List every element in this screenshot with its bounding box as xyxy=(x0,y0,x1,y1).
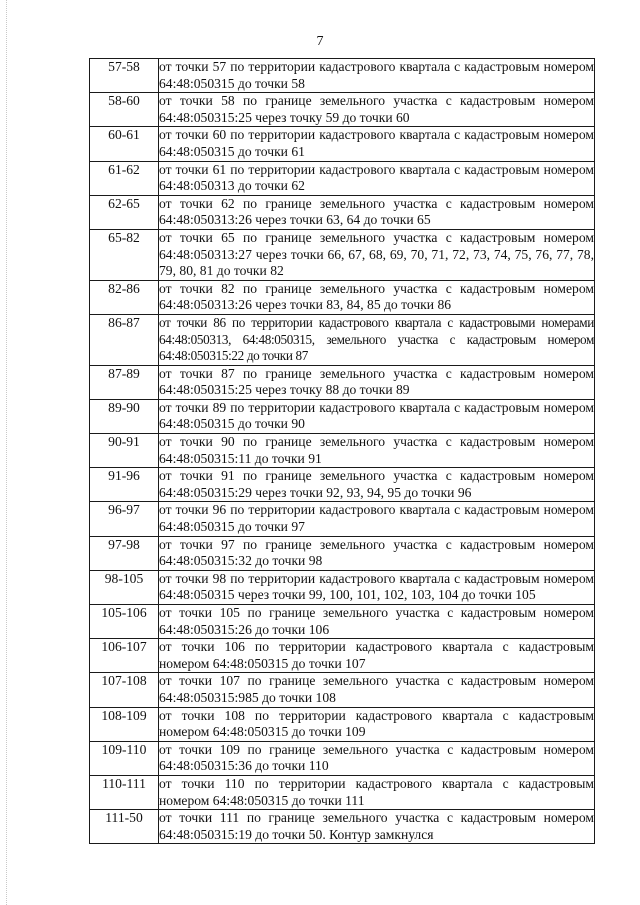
description-cell xyxy=(159,673,595,707)
description-text: от точки 111 по границе земельного участка с кадастровым номером 64:48:050315:19 до точки 50. Контур замкнулся xyxy=(159,810,594,842)
table-row xyxy=(90,502,595,536)
table-row xyxy=(90,434,595,468)
description-cell xyxy=(159,775,595,809)
description-text: от точки 58 по границе земельного участка с кадастровым номером 64:48:050315:25 через точку 59 до точки 60 xyxy=(159,93,594,125)
description-cell xyxy=(159,280,595,314)
description-text: от точки 106 по территории кадастрового квартала с кадастровым номером 64:48:050315 до точки 107 xyxy=(159,639,594,671)
segment-cell: 111-50 xyxy=(90,810,159,844)
description-cell xyxy=(159,161,595,195)
segment-cell: 97-98 xyxy=(90,536,159,570)
description-text: от точки 108 по территории кадастрового квартала с кадастровым номером 64:48:050315 до точки 109 xyxy=(159,707,594,740)
description-cell xyxy=(159,127,595,161)
segment-cell: 108-109 xyxy=(90,707,159,741)
segment-cell: 90-91 xyxy=(90,434,159,468)
segment-cell: 57-58 xyxy=(90,59,159,93)
table-row xyxy=(90,536,595,570)
description-text: от точки 87 по границе земельного участка с кадастровым номером 64:48:050315:25 через точку 88 до точки 89 xyxy=(159,365,594,398)
segment-cell: 106-107 xyxy=(90,639,159,673)
description-text: от точки 57 по территории кадастрового квартала с кадастровым номером 64:48:050315 до точки 58 xyxy=(159,59,594,91)
segment-cell: 82-86 xyxy=(90,280,159,314)
description-cell xyxy=(159,639,595,673)
description-text: от точки 65 по границе земельного участка с кадастровым номером 64:48:050313:27 через точки 66, 67, 68, 69, 70, 71, 72, 73, 74, 75, 76, 77, 78, 79, 80, 81 до точки 82 xyxy=(159,229,594,279)
description-text: от точки 90 по границе земельного участка с кадастровым номером 64:48:050315:11 до точки 91 xyxy=(159,434,594,466)
description-cell xyxy=(159,536,595,570)
table-row xyxy=(90,570,595,604)
segment-cell: 58-60 xyxy=(90,93,159,127)
table-row xyxy=(90,127,595,161)
table-row xyxy=(90,639,595,673)
description-text: от точки 110 по территории кадастрового квартала с кадастровым номером 64:48:050315 до точки 111 xyxy=(159,775,594,808)
description-text: от точки 82 по границе земельного участка с кадастровым номером 64:48:050313:26 через точки 83, 84, 85 до точки 86 xyxy=(159,280,594,313)
description-text: от точки 96 по территории кадастрового квартала с кадастровым номером 64:48:050315 до точки 97 xyxy=(159,502,594,535)
description-cell xyxy=(159,93,595,127)
description-text: от точки 97 по границе земельного участка с кадастровым номером 64:48:050315:32 до точки 98 xyxy=(159,536,594,569)
description-cell xyxy=(159,314,595,365)
table-row xyxy=(90,161,595,195)
description-cell xyxy=(159,741,595,775)
segment-cell: 89-90 xyxy=(90,399,159,433)
description-text: от точки 105 по границе земельного участка с кадастровым номером 64:48:050315:26 до точки 106 xyxy=(159,605,594,637)
segment-cell: 87-89 xyxy=(90,365,159,399)
table-row xyxy=(90,93,595,127)
segment-cell: 65-82 xyxy=(90,229,159,280)
description-cell xyxy=(159,707,595,741)
segment-cell: 109-110 xyxy=(90,741,159,775)
description-cell xyxy=(159,59,595,93)
page-number: 7 xyxy=(316,34,324,49)
description-text: от точки 86 по территории кадастрового квартала с кадастровыми номерами 64:48:050313, 64:48:050315, земельного участка с кадастровым номером 64:48:050315:22 до точки 87 xyxy=(159,314,594,364)
description-text: от точки 61 по территории кадастрового квартала с кадастровым номером 64:48:050313 до точки 62 xyxy=(159,161,594,194)
description-cell xyxy=(159,229,595,280)
page-edge-mark xyxy=(0,0,7,905)
boundary-description-table xyxy=(89,58,595,844)
table-row xyxy=(90,59,595,93)
table-row xyxy=(90,810,595,844)
table-row xyxy=(90,229,595,280)
segment-cell: 98-105 xyxy=(90,570,159,604)
description-text: от точки 60 по территории кадастрового квартала с кадастровым номером 64:48:050315 до точки 61 xyxy=(159,127,594,159)
description-cell xyxy=(159,399,595,433)
segment-cell: 60-61 xyxy=(90,127,159,161)
segment-cell: 61-62 xyxy=(90,161,159,195)
description-text: от точки 91 по границе земельного участка с кадастровым номером 64:48:050315:29 через точки 92, 93, 94, 95 до точки 96 xyxy=(159,468,594,500)
description-cell xyxy=(159,434,595,468)
description-cell xyxy=(159,570,595,604)
table-body xyxy=(90,59,595,844)
segment-cell: 107-108 xyxy=(90,673,159,707)
description-cell xyxy=(159,605,595,639)
table-row xyxy=(90,399,595,433)
description-cell xyxy=(159,468,595,502)
description-cell xyxy=(159,810,595,844)
description-text: от точки 98 по территории кадастрового квартала с кадастровым номером 64:48:050315 через точки 99, 100, 101, 102, 103, 104 до точки 105 xyxy=(159,570,594,603)
table-row xyxy=(90,775,595,809)
segment-cell: 105-106 xyxy=(90,605,159,639)
description-text: от точки 109 по границе земельного участка с кадастровым номером 64:48:050315:36 до точки 110 xyxy=(159,741,594,774)
table-row xyxy=(90,673,595,707)
segment-cell: 62-65 xyxy=(90,195,159,229)
table-row xyxy=(90,314,595,365)
table-row xyxy=(90,195,595,229)
segment-cell: 96-97 xyxy=(90,502,159,536)
description-cell xyxy=(159,365,595,399)
table-row xyxy=(90,365,595,399)
description-cell xyxy=(159,502,595,536)
description-text: от точки 107 по границе земельного участка с кадастровым номером 64:48:050315:985 до точки 108 xyxy=(159,673,594,705)
segment-cell: 110-111 xyxy=(90,775,159,809)
table-row xyxy=(90,280,595,314)
table-row xyxy=(90,605,595,639)
segment-cell: 86-87 xyxy=(90,314,159,365)
description-cell xyxy=(159,195,595,229)
description-text: от точки 89 по территории кадастрового квартала с кадастровым номером 64:48:050315 до точки 90 xyxy=(159,399,594,432)
segment-cell: 91-96 xyxy=(90,468,159,502)
table-row xyxy=(90,468,595,502)
description-text: от точки 62 по границе земельного участка с кадастровым номером 64:48:050313:26 через точки 63, 64 до точки 65 xyxy=(159,195,594,228)
table-row xyxy=(90,707,595,741)
table-row xyxy=(90,741,595,775)
